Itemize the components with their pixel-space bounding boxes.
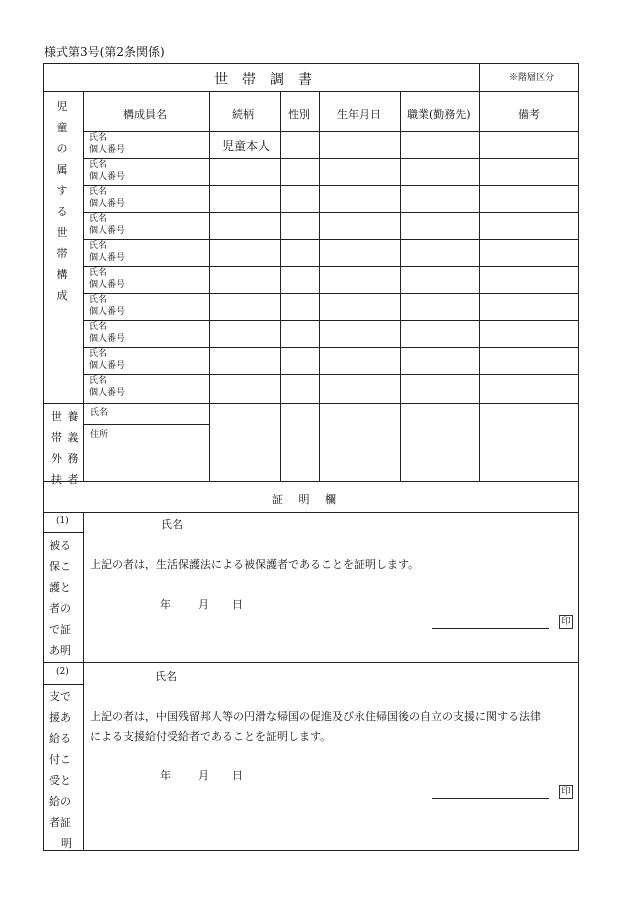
divider: [83, 266, 579, 267]
divider: [43, 481, 579, 482]
member-id-label: 個人番号: [89, 388, 126, 398]
class-label: ※階層区分: [509, 73, 555, 83]
section1-day: 日: [232, 598, 243, 611]
section2-seal-mark: 印: [559, 785, 573, 799]
section2-text-line2: による支援給付受給者であることを証明します。: [90, 730, 332, 743]
divider: [83, 293, 579, 294]
section2-day: 日: [232, 769, 243, 782]
divider: [83, 91, 84, 481]
divider: [209, 91, 210, 481]
dependent-section-label: 世 養 帯 義 外 務 扶 者: [51, 410, 80, 486]
section2-year: 年: [160, 769, 171, 782]
section1-name-label: 氏名: [161, 518, 183, 531]
member-id-label: 個人番号: [89, 307, 126, 317]
divider: [83, 347, 579, 348]
member-id-label: 個人番号: [89, 199, 126, 209]
dependent-name-label: 氏名: [90, 408, 109, 418]
section2-name-label: 氏名: [155, 670, 177, 683]
section1-label: 被る 保こ 護と 者の で証 あ明: [49, 539, 71, 657]
divider: [280, 91, 281, 481]
section2-label: 支で 援あ 給る 付こ 受と 給の 者証 明: [49, 690, 72, 850]
divider: [400, 91, 401, 481]
col-relation: 続柄: [232, 108, 254, 121]
divider: [83, 320, 579, 321]
member-name-label: 氏名: [89, 322, 108, 332]
divider: [43, 532, 83, 533]
household-section-label: 児 童 の 属 す る 世 帯 構 成: [56, 100, 68, 302]
member-id-label: 個人番号: [89, 334, 126, 344]
divider: [83, 212, 579, 213]
member-id-label: 個人番号: [89, 280, 126, 290]
member-name-label: 氏名: [89, 376, 108, 386]
section1-text: 上記の者は，生活保護法による被保護者であることを証明します。: [90, 558, 420, 571]
divider: [319, 91, 320, 481]
col-occupation: 職業(勤務先): [407, 108, 471, 121]
divider: [479, 63, 480, 91]
divider: [43, 512, 579, 513]
section1-month: 月: [198, 598, 209, 611]
divider: [83, 158, 579, 159]
divider: [43, 662, 579, 663]
member-name-label: 氏名: [89, 214, 108, 224]
divider: [83, 512, 84, 851]
section2-month: 月: [198, 769, 209, 782]
section1-year: 年: [160, 598, 171, 611]
col-birthdate: 生年月日: [337, 108, 381, 121]
certification-header: 証 明 欄: [272, 493, 342, 506]
section1-number: (1): [56, 516, 69, 526]
divider: [83, 185, 579, 186]
divider: [83, 239, 579, 240]
member-name-label: 氏名: [89, 349, 108, 359]
divider: [43, 684, 83, 685]
member-id-label: 個人番号: [89, 361, 126, 371]
section2-signature-line: [432, 798, 549, 799]
divider: [43, 403, 579, 404]
form-title: 世帯調書: [214, 72, 326, 88]
dependent-address-label: 住所: [90, 430, 109, 440]
member-name-label: 氏名: [89, 295, 108, 305]
member-id-label: 個人番号: [89, 253, 126, 263]
section1-seal-mark: 印: [559, 615, 573, 629]
member-name-label: 氏名: [89, 133, 108, 143]
divider: [83, 374, 579, 375]
col-remarks: 備考: [518, 108, 540, 121]
divider: [479, 91, 480, 481]
member-name-label: 氏名: [89, 268, 108, 278]
member-name-label: 氏名: [89, 187, 108, 197]
divider: [83, 131, 579, 132]
member-id-label: 個人番号: [89, 226, 126, 236]
member-name-label: 氏名: [89, 160, 108, 170]
col-gender: 性別: [288, 108, 310, 121]
divider: [43, 91, 579, 92]
col-member-name: 構成員名: [123, 108, 167, 121]
divider: [83, 424, 209, 425]
member-name-label: 氏名: [89, 241, 108, 251]
section2-text-line1: 上記の者は，中国残留邦人等の円滑な帰国の促進及び永住帰国後の自立の支援に関する法律: [90, 710, 541, 723]
section2-number: (2): [56, 667, 69, 677]
member-id-label: 個人番号: [89, 145, 126, 155]
member-relation: 児童本人: [222, 139, 271, 153]
form-label: 様式第3号(第2条関係): [44, 45, 165, 59]
section1-signature-line: [432, 628, 549, 629]
member-id-label: 個人番号: [89, 172, 126, 182]
